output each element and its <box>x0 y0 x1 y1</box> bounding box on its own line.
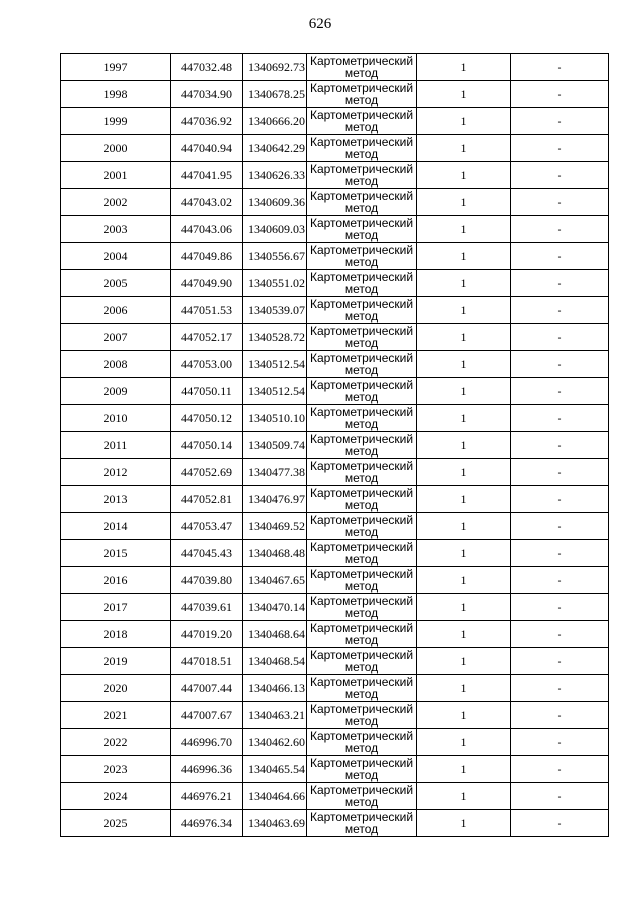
point-number-cell: 2006 <box>61 297 171 324</box>
description-cell: - <box>511 486 609 513</box>
point-number-cell: 1997 <box>61 54 171 81</box>
description-cell: - <box>511 459 609 486</box>
accuracy-cell: 1 <box>417 675 511 702</box>
y-coordinate-cell: 1340609.03 <box>243 216 307 243</box>
x-coordinate-cell: 447041.95 <box>171 162 243 189</box>
method-cell <box>307 486 417 513</box>
method-cell <box>307 648 417 675</box>
table-row <box>61 351 609 378</box>
description-cell: - <box>511 594 609 621</box>
accuracy-cell: 1 <box>417 162 511 189</box>
point-number-cell: 2008 <box>61 351 171 378</box>
method-line-1: Картометрический <box>309 459 414 473</box>
table-row <box>61 756 609 783</box>
point-number-cell: 2020 <box>61 675 171 702</box>
method-cell <box>307 351 417 378</box>
method-line-2: метод <box>344 66 379 80</box>
y-coordinate-cell: 1340468.54 <box>243 648 307 675</box>
y-coordinate-cell: 1340470.14 <box>243 594 307 621</box>
method-line-2: метод <box>344 444 379 458</box>
description-cell: - <box>511 162 609 189</box>
table-row <box>61 540 609 567</box>
method-line-2: метод <box>344 93 379 107</box>
accuracy-cell: 1 <box>417 378 511 405</box>
accuracy-cell: 1 <box>417 486 511 513</box>
accuracy-cell: 1 <box>417 108 511 135</box>
y-coordinate-cell: 1340464.66 <box>243 783 307 810</box>
description-cell: - <box>511 675 609 702</box>
description-cell: - <box>511 810 609 837</box>
x-coordinate-cell: 447053.00 <box>171 351 243 378</box>
description-cell: - <box>511 567 609 594</box>
method-line-2: метод <box>344 147 379 161</box>
description-cell: - <box>511 702 609 729</box>
table-row <box>61 405 609 432</box>
method-line-2: метод <box>344 120 379 134</box>
method-line-1: Картометрический <box>309 351 414 365</box>
accuracy-cell: 1 <box>417 648 511 675</box>
method-line-2: метод <box>344 417 379 431</box>
point-number-cell: 1998 <box>61 81 171 108</box>
point-number-cell: 1999 <box>61 108 171 135</box>
description-cell: - <box>511 783 609 810</box>
method-line-2: метод <box>344 174 379 188</box>
accuracy-cell: 1 <box>417 351 511 378</box>
y-coordinate-cell: 1340678.25 <box>243 81 307 108</box>
point-number-cell: 2005 <box>61 270 171 297</box>
y-coordinate-cell: 1340463.21 <box>243 702 307 729</box>
accuracy-cell: 1 <box>417 432 511 459</box>
method-cell <box>307 756 417 783</box>
table-row <box>61 54 609 81</box>
method-line-1: Картометрический <box>309 540 414 554</box>
point-number-cell: 2009 <box>61 378 171 405</box>
accuracy-cell: 1 <box>417 297 511 324</box>
description-cell: - <box>511 216 609 243</box>
table-row <box>61 216 609 243</box>
description-cell: - <box>511 297 609 324</box>
y-coordinate-cell: 1340642.29 <box>243 135 307 162</box>
x-coordinate-cell: 447052.69 <box>171 459 243 486</box>
point-number-cell: 2004 <box>61 243 171 270</box>
method-cell <box>307 54 417 81</box>
method-line-1: Картометрический <box>309 378 414 392</box>
accuracy-cell: 1 <box>417 405 511 432</box>
method-line-1: Картометрический <box>309 486 414 500</box>
method-cell <box>307 810 417 837</box>
method-line-1: Картометрический <box>309 189 414 203</box>
method-line-1: Картометрический <box>309 405 414 419</box>
accuracy-cell: 1 <box>417 243 511 270</box>
table-row <box>61 594 609 621</box>
table-row <box>61 702 609 729</box>
description-cell: - <box>511 432 609 459</box>
y-coordinate-cell: 1340512.54 <box>243 378 307 405</box>
description-cell: - <box>511 135 609 162</box>
table-body <box>61 54 609 837</box>
y-coordinate-cell: 1340462.60 <box>243 729 307 756</box>
accuracy-cell: 1 <box>417 189 511 216</box>
page-number: 626 <box>308 16 332 32</box>
method-cell <box>307 459 417 486</box>
y-coordinate-cell: 1340528.72 <box>243 324 307 351</box>
table-row <box>61 567 609 594</box>
method-cell <box>307 405 417 432</box>
x-coordinate-cell: 446976.21 <box>171 783 243 810</box>
x-coordinate-cell: 447050.12 <box>171 405 243 432</box>
x-coordinate-cell: 447045.43 <box>171 540 243 567</box>
description-cell: - <box>511 243 609 270</box>
accuracy-cell: 1 <box>417 756 511 783</box>
method-line-1: Картометрический <box>309 567 414 581</box>
description-cell: - <box>511 108 609 135</box>
accuracy-cell: 1 <box>417 513 511 540</box>
method-cell <box>307 135 417 162</box>
method-line-2: метод <box>344 525 379 539</box>
method-line-1: Картометрический <box>309 270 414 284</box>
x-coordinate-cell: 447036.92 <box>171 108 243 135</box>
method-cell <box>307 432 417 459</box>
method-line-1: Картометрический <box>309 162 414 176</box>
method-cell <box>307 540 417 567</box>
point-number-cell: 2012 <box>61 459 171 486</box>
x-coordinate-cell: 447051.53 <box>171 297 243 324</box>
method-line-2: метод <box>344 795 379 809</box>
accuracy-cell: 1 <box>417 216 511 243</box>
method-cell <box>307 108 417 135</box>
method-cell <box>307 378 417 405</box>
method-cell <box>307 243 417 270</box>
y-coordinate-cell: 1340666.20 <box>243 108 307 135</box>
point-number-cell: 2024 <box>61 783 171 810</box>
method-line-2: метод <box>344 282 379 296</box>
x-coordinate-cell: 447049.90 <box>171 270 243 297</box>
method-line-1: Картометрический <box>309 756 414 770</box>
method-line-2: метод <box>344 687 379 701</box>
point-number-cell: 2001 <box>61 162 171 189</box>
accuracy-cell: 1 <box>417 594 511 621</box>
accuracy-cell: 1 <box>417 729 511 756</box>
table-row <box>61 675 609 702</box>
x-coordinate-cell: 447052.17 <box>171 324 243 351</box>
description-cell: - <box>511 756 609 783</box>
method-line-1: Картометрический <box>309 810 414 824</box>
method-line-1: Картометрический <box>309 81 414 95</box>
point-number-cell: 2014 <box>61 513 171 540</box>
x-coordinate-cell: 447053.47 <box>171 513 243 540</box>
accuracy-cell: 1 <box>417 81 511 108</box>
method-line-1: Картометрический <box>309 216 414 230</box>
table-row <box>61 108 609 135</box>
method-line-1: Картометрический <box>309 648 414 662</box>
method-line-2: метод <box>344 363 379 377</box>
method-cell <box>307 513 417 540</box>
point-number-cell: 2018 <box>61 621 171 648</box>
method-cell <box>307 567 417 594</box>
accuracy-cell: 1 <box>417 459 511 486</box>
method-line-2: метод <box>344 309 379 323</box>
method-cell <box>307 81 417 108</box>
method-line-2: метод <box>344 255 379 269</box>
point-number-cell: 2019 <box>61 648 171 675</box>
accuracy-cell: 1 <box>417 567 511 594</box>
x-coordinate-cell: 447050.14 <box>171 432 243 459</box>
description-cell: - <box>511 648 609 675</box>
y-coordinate-cell: 1340692.73 <box>243 54 307 81</box>
method-line-1: Картометрический <box>309 621 414 635</box>
x-coordinate-cell: 447019.20 <box>171 621 243 648</box>
method-line-2: метод <box>344 471 379 485</box>
table-row <box>61 324 609 351</box>
method-line-2: метод <box>344 228 379 242</box>
method-line-1: Картометрический <box>309 324 414 338</box>
method-cell <box>307 729 417 756</box>
description-cell: - <box>511 729 609 756</box>
point-number-cell: 2023 <box>61 756 171 783</box>
description-cell: - <box>511 189 609 216</box>
description-cell: - <box>511 81 609 108</box>
description-cell: - <box>511 405 609 432</box>
table-row <box>61 243 609 270</box>
y-coordinate-cell: 1340465.54 <box>243 756 307 783</box>
method-cell <box>307 324 417 351</box>
accuracy-cell: 1 <box>417 270 511 297</box>
y-coordinate-cell: 1340469.52 <box>243 513 307 540</box>
table-row <box>61 783 609 810</box>
table-row <box>61 810 609 837</box>
y-coordinate-cell: 1340468.64 <box>243 621 307 648</box>
accuracy-cell: 1 <box>417 54 511 81</box>
y-coordinate-cell: 1340509.74 <box>243 432 307 459</box>
x-coordinate-cell: 447032.48 <box>171 54 243 81</box>
description-cell: - <box>511 621 609 648</box>
method-line-2: метод <box>344 768 379 782</box>
table-row <box>61 648 609 675</box>
point-number-cell: 2025 <box>61 810 171 837</box>
x-coordinate-cell: 447018.51 <box>171 648 243 675</box>
y-coordinate-cell: 1340510.10 <box>243 405 307 432</box>
method-cell <box>307 702 417 729</box>
description-cell: - <box>511 378 609 405</box>
method-line-2: метод <box>344 498 379 512</box>
table-row <box>61 513 609 540</box>
method-cell <box>307 162 417 189</box>
accuracy-cell: 1 <box>417 810 511 837</box>
description-cell: - <box>511 270 609 297</box>
point-number-cell: 2000 <box>61 135 171 162</box>
table-row <box>61 162 609 189</box>
table-row <box>61 459 609 486</box>
table-row <box>61 486 609 513</box>
accuracy-cell: 1 <box>417 540 511 567</box>
method-cell <box>307 189 417 216</box>
table-row <box>61 621 609 648</box>
method-line-1: Картометрический <box>309 702 414 716</box>
accuracy-cell: 1 <box>417 783 511 810</box>
x-coordinate-cell: 447034.90 <box>171 81 243 108</box>
method-line-2: метод <box>344 390 379 404</box>
method-line-2: метод <box>344 822 379 836</box>
method-cell <box>307 594 417 621</box>
x-coordinate-cell: 447039.80 <box>171 567 243 594</box>
method-line-2: метод <box>344 606 379 620</box>
method-line-2: метод <box>344 633 379 647</box>
point-number-cell: 2021 <box>61 702 171 729</box>
accuracy-cell: 1 <box>417 135 511 162</box>
point-number-cell: 2016 <box>61 567 171 594</box>
table-row <box>61 729 609 756</box>
x-coordinate-cell: 447043.06 <box>171 216 243 243</box>
y-coordinate-cell: 1340463.69 <box>243 810 307 837</box>
point-number-cell: 2011 <box>61 432 171 459</box>
method-line-2: метод <box>344 714 379 728</box>
method-line-1: Картометрический <box>309 675 414 689</box>
point-number-cell: 2003 <box>61 216 171 243</box>
method-line-1: Картометрический <box>309 729 414 743</box>
y-coordinate-cell: 1340556.67 <box>243 243 307 270</box>
y-coordinate-cell: 1340626.33 <box>243 162 307 189</box>
table-row <box>61 378 609 405</box>
method-cell <box>307 621 417 648</box>
y-coordinate-cell: 1340551.02 <box>243 270 307 297</box>
table-row <box>61 135 609 162</box>
y-coordinate-cell: 1340477.38 <box>243 459 307 486</box>
method-line-1: Картометрический <box>309 108 414 122</box>
accuracy-cell: 1 <box>417 702 511 729</box>
description-cell: - <box>511 540 609 567</box>
x-coordinate-cell: 446976.34 <box>171 810 243 837</box>
method-line-1: Картометрический <box>309 432 414 446</box>
method-line-1: Картометрический <box>309 513 414 527</box>
y-coordinate-cell: 1340466.13 <box>243 675 307 702</box>
x-coordinate-cell: 446996.36 <box>171 756 243 783</box>
table-row <box>61 432 609 459</box>
y-coordinate-cell: 1340468.48 <box>243 540 307 567</box>
method-line-1: Картометрический <box>309 243 414 257</box>
method-line-2: метод <box>344 579 379 593</box>
x-coordinate-cell: 447040.94 <box>171 135 243 162</box>
table-row <box>61 189 609 216</box>
method-line-1: Картометрический <box>309 54 414 68</box>
x-coordinate-cell: 447007.44 <box>171 675 243 702</box>
y-coordinate-cell: 1340467.65 <box>243 567 307 594</box>
x-coordinate-cell: 447043.02 <box>171 189 243 216</box>
method-line-2: метод <box>344 552 379 566</box>
point-number-cell: 2022 <box>61 729 171 756</box>
point-number-cell: 2007 <box>61 324 171 351</box>
table-row <box>61 81 609 108</box>
description-cell: - <box>511 513 609 540</box>
x-coordinate-cell: 447052.81 <box>171 486 243 513</box>
description-cell: - <box>511 351 609 378</box>
x-coordinate-cell: 447039.61 <box>171 594 243 621</box>
coordinates-table <box>60 53 609 837</box>
method-line-1: Картометрический <box>309 594 414 608</box>
method-cell <box>307 270 417 297</box>
x-coordinate-cell: 447049.86 <box>171 243 243 270</box>
x-coordinate-cell: 447007.67 <box>171 702 243 729</box>
method-cell <box>307 783 417 810</box>
point-number-cell: 2002 <box>61 189 171 216</box>
method-cell <box>307 216 417 243</box>
table-row <box>61 297 609 324</box>
description-cell: - <box>511 324 609 351</box>
method-cell <box>307 297 417 324</box>
method-line-1: Картометрический <box>309 783 414 797</box>
method-line-1: Картометрический <box>309 297 414 311</box>
y-coordinate-cell: 1340512.54 <box>243 351 307 378</box>
point-number-cell: 2013 <box>61 486 171 513</box>
x-coordinate-cell: 447050.11 <box>171 378 243 405</box>
method-line-2: метод <box>344 336 379 350</box>
method-line-2: метод <box>344 201 379 215</box>
method-line-2: метод <box>344 660 379 674</box>
accuracy-cell: 1 <box>417 621 511 648</box>
accuracy-cell: 1 <box>417 324 511 351</box>
x-coordinate-cell: 446996.70 <box>171 729 243 756</box>
y-coordinate-cell: 1340476.97 <box>243 486 307 513</box>
method-cell <box>307 675 417 702</box>
y-coordinate-cell: 1340539.07 <box>243 297 307 324</box>
point-number-cell: 2010 <box>61 405 171 432</box>
description-cell: - <box>511 54 609 81</box>
method-line-1: Картометрический <box>309 135 414 149</box>
table-row <box>61 270 609 297</box>
y-coordinate-cell: 1340609.36 <box>243 189 307 216</box>
method-line-2: метод <box>344 741 379 755</box>
point-number-cell: 2017 <box>61 594 171 621</box>
point-number-cell: 2015 <box>61 540 171 567</box>
